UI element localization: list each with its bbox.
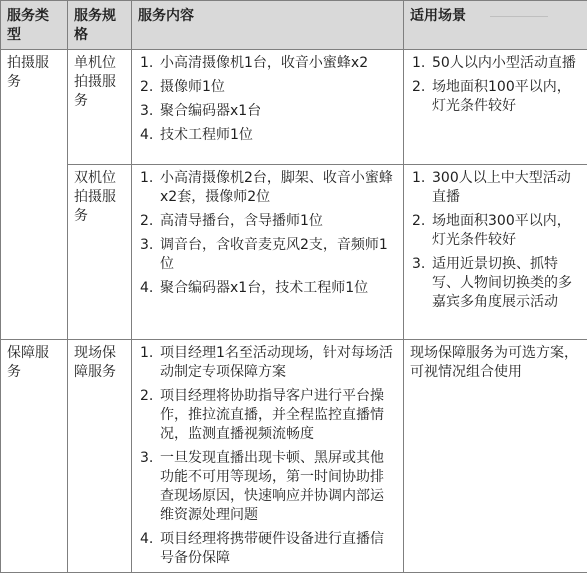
- list-item: [138, 279, 397, 298]
- list-item-text: 技术工程师1位: [160, 127, 253, 143]
- list-item-text: 聚合编码器x1台，技术工程师1位: [160, 280, 369, 296]
- list-item: [138, 102, 397, 121]
- scene-list: [410, 169, 581, 312]
- list-item-text: 摄像师1位: [160, 79, 225, 95]
- header-service-content: 服务内容: [132, 1, 404, 50]
- service-spec-cell: 现场保障服务: [68, 340, 132, 573]
- list-item-number: 2.: [140, 213, 154, 229]
- list-item-text: 场地面积300平以内，灯光条件较好: [432, 213, 571, 248]
- list-item: [138, 169, 397, 207]
- list-item-number: 1.: [140, 170, 154, 186]
- list-item-text: 场地面积100平以内，灯光条件较好: [432, 79, 571, 114]
- list-item-text: 项目经理1名至活动现场，针对每场活动制定专项保障方案: [160, 345, 393, 380]
- list-item: [410, 54, 581, 73]
- list-item: [138, 212, 397, 231]
- list-item-number: 3.: [140, 103, 154, 119]
- list-item-number: 4.: [140, 127, 154, 143]
- list-item-number: 3.: [140, 450, 154, 466]
- table-row: [1, 340, 587, 573]
- table-header-row: [1, 1, 587, 50]
- list-item-number: 1.: [412, 55, 426, 71]
- list-item-text: 调音台，含收音麦克风2支，音频师1位: [160, 237, 388, 272]
- header-service-type: 服务类型: [1, 1, 68, 50]
- list-item-number: 1.: [140, 55, 154, 71]
- list-item: [138, 530, 397, 568]
- table-row: [1, 165, 587, 340]
- list-item-text: 聚合编码器x1台: [160, 103, 262, 119]
- header-applicable-scene: [404, 1, 587, 50]
- list-item: [410, 212, 581, 250]
- applicable-scene-cell: [404, 340, 587, 573]
- list-item: [410, 78, 581, 116]
- table-row: [1, 50, 587, 165]
- content-list: [138, 169, 397, 298]
- service-content-cell: [132, 340, 404, 573]
- list-item-text: 小高清摄像机1台，收音小蜜蜂x2: [160, 55, 369, 71]
- list-item-number: 3.: [140, 237, 154, 253]
- list-item: [138, 78, 397, 97]
- applicable-scene-cell: [404, 165, 587, 340]
- service-type-cell: 保障服务: [1, 340, 68, 573]
- header-applicable-scene-label: 适用场景: [410, 8, 466, 24]
- list-item-number: 3.: [412, 256, 426, 272]
- list-item: [138, 344, 397, 382]
- content-list: [138, 344, 397, 568]
- scene-list: [410, 54, 581, 116]
- list-item: [138, 387, 397, 444]
- list-item-number: 1.: [412, 170, 426, 186]
- service-type-cell: 拍摄服务: [1, 50, 68, 340]
- header-divider-line: [490, 16, 548, 17]
- list-item-number: 4.: [140, 280, 154, 296]
- list-item-number: 1.: [140, 345, 154, 361]
- list-item-text: 项目经理将携带硬件设备进行直播信号备份保障: [160, 531, 384, 566]
- list-item: [138, 449, 397, 525]
- content-list: [138, 54, 397, 145]
- scene-text: 现场保障服务为可选方案，可视情况组合使用: [410, 345, 578, 380]
- list-item-text: 300人以上中大型活动直播: [432, 170, 571, 205]
- service-spec-cell: 单机位拍摄服务: [68, 50, 132, 165]
- applicable-scene-cell: [404, 50, 587, 165]
- list-item-text: 适用近景切换、抓特写、人物间切换类的多嘉宾多角度展示活动: [432, 256, 572, 310]
- service-spec-cell: 双机位拍摄服务: [68, 165, 132, 340]
- list-item-number: 4.: [140, 531, 154, 547]
- service-content-cell: [132, 50, 404, 165]
- list-item-number: 2.: [412, 213, 426, 229]
- list-item-number: 2.: [140, 79, 154, 95]
- header-service-spec: 服务规格: [68, 1, 132, 50]
- list-item-text: 50人以内小型活动直播: [432, 55, 576, 71]
- list-item: [138, 236, 397, 274]
- list-item: [410, 169, 581, 207]
- service-content-cell: [132, 165, 404, 340]
- list-item: [410, 255, 581, 312]
- list-item-text: 高清导播台，含导播师1位: [160, 213, 323, 229]
- list-item-text: 项目经理将协助指导客户进行平台操作，推拉流直播，并全程监控直播情况，监测直播视频流畅度: [160, 388, 384, 442]
- list-item-text: 小高清摄像机2台，脚架、收音小蜜蜂x2套，摄像师2位: [160, 170, 393, 205]
- list-item-number: 2.: [412, 79, 426, 95]
- list-item: [138, 126, 397, 145]
- list-item-number: 2.: [140, 388, 154, 404]
- list-item-text: 一旦发现直播出现卡顿、黑屏或其他功能不可用等现场，第一时间协助排查现场原因，快速响应并协调内部运维资源处理问题: [160, 450, 384, 523]
- list-item: [138, 54, 397, 73]
